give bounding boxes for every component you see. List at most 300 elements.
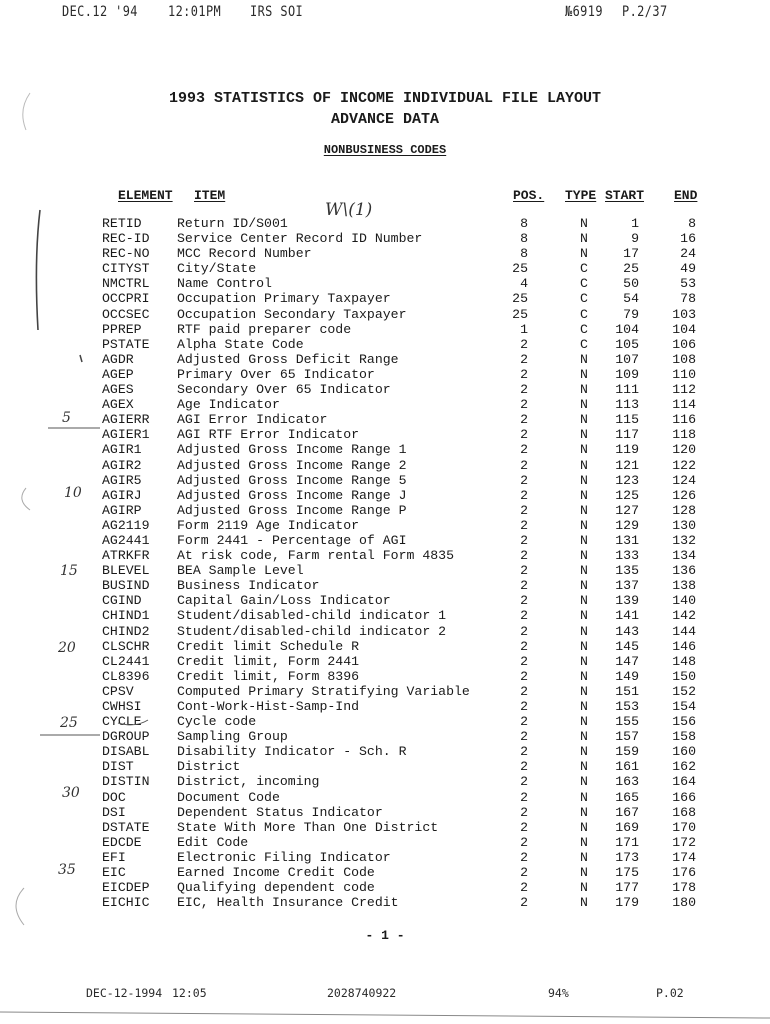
row-type: N: [580, 412, 588, 428]
fax-footer-percent: 94%: [548, 986, 569, 1000]
row-start: 141: [615, 608, 639, 624]
row-type: N: [580, 759, 588, 775]
row-end: 122: [672, 457, 696, 473]
row-start: 163: [615, 774, 639, 790]
row-end: 148: [672, 653, 696, 669]
row-end: 174: [672, 849, 696, 865]
row-end: 24: [680, 246, 696, 262]
row-end: 16: [680, 231, 696, 247]
row-element: CL8396: [102, 668, 150, 684]
row-pos: 2: [520, 366, 528, 382]
row-pos: 2: [520, 849, 528, 865]
row-item: Adjusted Gross Income Range J: [177, 487, 407, 503]
margin-mark: 30: [62, 785, 80, 801]
column-header-start: START: [605, 188, 645, 203]
row-item: Edit Code: [177, 834, 249, 850]
row-type: C: [580, 321, 588, 337]
row-end: 128: [672, 502, 696, 518]
fax-footer-number: 2028740922: [327, 986, 397, 1000]
row-pos: 4: [520, 276, 528, 292]
row-end: 170: [672, 819, 696, 835]
row-item: Secondary Over 65 Indicator: [177, 382, 391, 398]
row-pos: 2: [520, 608, 528, 624]
row-element: OCCPRI: [102, 291, 150, 307]
row-item: Sampling Group: [177, 729, 288, 745]
row-type: N: [580, 397, 588, 413]
row-pos: 2: [520, 804, 528, 820]
row-element: AG2441: [102, 532, 150, 548]
row-type: N: [580, 895, 588, 911]
row-type: N: [580, 834, 588, 850]
row-type: N: [580, 216, 588, 231]
row-end: 118: [672, 427, 696, 443]
document-title: 1993 STATISTICS OF INCOME INDIVIDUAL FILE LAYOUT: [168, 90, 602, 107]
row-start: 125: [615, 487, 639, 503]
row-end: 168: [672, 804, 696, 820]
row-pos: 2: [520, 729, 528, 745]
row-item: District, incoming: [177, 774, 320, 790]
row-pos: 2: [520, 668, 528, 684]
row-start: 50: [623, 276, 639, 292]
row-start: 119: [615, 442, 639, 458]
row-element: DSTATE: [102, 819, 150, 835]
row-type: C: [580, 306, 588, 322]
row-element: BUSIND: [102, 578, 150, 594]
row-end: 104: [672, 321, 696, 337]
handwritten-note: W\(1): [325, 200, 373, 220]
row-start: 151: [615, 683, 639, 699]
row-element: AGIERR: [102, 412, 150, 428]
row-type: N: [580, 457, 588, 473]
row-item: Occupation Secondary Taxpayer: [177, 306, 407, 322]
row-item: Form 2441 - Percentage of AGI: [177, 532, 407, 548]
row-end: 120: [672, 442, 696, 458]
row-type: C: [580, 336, 588, 352]
row-end: 146: [672, 638, 696, 654]
row-element: CLSCHR: [102, 638, 150, 654]
row-item: BEA Sample Level: [177, 563, 304, 579]
document-subtitle: ADVANCE DATA: [330, 111, 440, 128]
row-element: DIST: [102, 759, 134, 775]
row-pos: 8: [520, 216, 528, 231]
row-element: NMCTRL: [102, 276, 150, 292]
row-element: AGIRP: [102, 502, 142, 518]
row-pos: 2: [520, 880, 528, 896]
row-start: 54: [623, 291, 639, 307]
row-end: 49: [680, 261, 696, 277]
row-element: PSTATE: [102, 336, 150, 352]
row-end: 158: [672, 729, 696, 745]
row-start: 117: [615, 427, 639, 443]
row-start: 133: [615, 548, 639, 564]
row-type: N: [580, 865, 588, 881]
row-pos: 8: [520, 246, 528, 262]
row-start: 153: [615, 699, 639, 714]
row-end: 166: [672, 789, 696, 805]
row-item: City/State: [177, 261, 257, 277]
row-element: AGIR5: [102, 472, 142, 488]
row-type: N: [580, 683, 588, 699]
row-end: 150: [672, 668, 696, 684]
row-element: AGIER1: [102, 427, 150, 443]
row-type: N: [580, 714, 588, 730]
row-item: Capital Gain/Loss Indicator: [177, 593, 391, 609]
row-element: REC-ID: [102, 231, 150, 247]
column-header-type: TYPE: [565, 188, 597, 203]
fax-header-sender: IRS SOI: [250, 4, 304, 20]
row-type: N: [580, 472, 588, 488]
row-element: AGIR1: [102, 442, 142, 458]
row-type: N: [580, 246, 588, 262]
row-pos: 2: [520, 336, 528, 352]
row-end: 103: [672, 306, 696, 322]
row-pos: 2: [520, 548, 528, 564]
row-element: CL2441: [102, 653, 150, 669]
fax-header-date: DEC.12 '94: [62, 4, 138, 20]
row-element: EICHIC: [102, 895, 150, 911]
row-start: 17: [623, 246, 639, 262]
row-item: Primary Over 65 Indicator: [177, 366, 375, 382]
row-item: Cycle code: [177, 714, 257, 730]
row-item: MCC Record Number: [177, 246, 312, 262]
row-item: AGI Error Indicator: [177, 412, 328, 428]
row-element: EIC: [102, 865, 126, 881]
row-element: CITYST: [102, 261, 150, 277]
row-pos: 2: [520, 623, 528, 639]
row-start: 179: [615, 895, 639, 911]
margin-mark: 5: [62, 410, 71, 426]
row-type: N: [580, 668, 588, 684]
row-element: CHIND1: [102, 608, 150, 624]
row-element: EICDEP: [102, 880, 150, 896]
row-item: Cont-Work-Hist-Samp-Ind: [177, 699, 360, 714]
row-element: DSI: [102, 804, 126, 820]
row-start: 165: [615, 789, 639, 805]
row-end: 78: [680, 291, 696, 307]
row-element: CPSV: [102, 683, 134, 699]
row-type: N: [580, 653, 588, 669]
row-pos: 25: [512, 291, 528, 307]
row-start: 127: [615, 502, 639, 518]
row-start: 135: [615, 563, 639, 579]
row-start: 175: [615, 865, 639, 881]
row-start: 79: [623, 306, 639, 322]
row-pos: 2: [520, 517, 528, 533]
row-element: AG2119: [102, 517, 150, 533]
row-item: Return ID/S001: [177, 216, 288, 231]
margin-mark: 25: [60, 715, 78, 731]
row-item: Student/disabled-child indicator 1: [177, 608, 447, 624]
row-start: 129: [615, 517, 639, 533]
row-element: DGROUP: [102, 729, 150, 745]
row-type: N: [580, 231, 588, 247]
row-end: 142: [672, 608, 696, 624]
row-start: 155: [615, 714, 639, 730]
row-type: N: [580, 593, 588, 609]
row-start: 161: [615, 759, 639, 775]
fax-header-page: P.2/37: [622, 4, 668, 20]
row-end: 156: [672, 714, 696, 730]
row-item: Adjusted Gross Income Range 5: [177, 472, 407, 488]
fax-header-time: 12:01PM: [168, 4, 222, 20]
fax-footer-date: DEC-12-1994: [86, 986, 163, 1000]
row-end: 114: [672, 397, 696, 413]
row-start: 171: [615, 834, 639, 850]
row-pos: 2: [520, 487, 528, 503]
row-type: N: [580, 699, 588, 714]
row-element: AGES: [102, 382, 134, 398]
row-element: DISABL: [102, 744, 150, 760]
row-item: Business Indicator: [177, 578, 320, 594]
fax-footer-time: 12:05: [172, 986, 207, 1000]
row-start: 167: [615, 804, 639, 820]
row-start: 143: [615, 623, 639, 639]
row-end: 162: [672, 759, 696, 775]
row-end: 112: [672, 382, 696, 398]
row-pos: 2: [520, 412, 528, 428]
fax-header-job: №6919: [565, 4, 603, 20]
row-type: C: [580, 291, 588, 307]
row-item: District: [177, 759, 241, 775]
row-element: AGEP: [102, 366, 134, 382]
row-element: EFI: [102, 849, 126, 865]
row-element: REC-NO: [102, 246, 150, 262]
row-item: Earned Income Credit Code: [177, 865, 375, 881]
row-end: 116: [672, 412, 696, 428]
row-type: N: [580, 638, 588, 654]
row-end: 138: [672, 578, 696, 594]
row-element: EDCDE: [102, 834, 142, 850]
row-end: 178: [672, 880, 696, 896]
column-header-pos: POS.: [513, 188, 545, 203]
row-pos: 2: [520, 683, 528, 699]
row-type: N: [580, 578, 588, 594]
row-type: N: [580, 819, 588, 835]
row-end: 134: [672, 548, 696, 564]
row-item: Credit limit Schedule R: [177, 638, 360, 654]
row-end: 176: [672, 865, 696, 881]
row-type: N: [580, 532, 588, 548]
row-pos: 2: [520, 502, 528, 518]
row-end: 154: [672, 699, 696, 714]
row-end: 124: [672, 472, 696, 488]
row-start: 9: [631, 231, 639, 247]
row-end: 136: [672, 563, 696, 579]
row-item: Occupation Primary Taxpayer: [177, 291, 391, 307]
row-pos: 2: [520, 578, 528, 594]
row-type: C: [580, 261, 588, 277]
row-item: At risk code, Farm rental Form 4835: [177, 548, 454, 564]
row-start: 1: [631, 216, 639, 231]
row-pos: 2: [520, 638, 528, 654]
row-pos: 2: [520, 653, 528, 669]
margin-mark: 15: [60, 563, 78, 579]
row-item: Adjusted Gross Income Range 2: [177, 457, 407, 473]
row-element: AGDR: [102, 351, 134, 367]
row-type: N: [580, 351, 588, 367]
row-end: 140: [672, 593, 696, 609]
row-pos: 2: [520, 774, 528, 790]
row-element: CYCLE: [102, 714, 142, 730]
row-item: Qualifying dependent code: [177, 880, 375, 896]
row-item: Credit limit, Form 2441: [177, 653, 360, 669]
row-element: CGIND: [102, 593, 142, 609]
row-end: 160: [672, 744, 696, 760]
row-element: ATRKFR: [102, 548, 150, 564]
row-element: RETID: [102, 216, 142, 231]
row-start: 123: [615, 472, 639, 488]
row-type: N: [580, 517, 588, 533]
row-start: 145: [615, 638, 639, 654]
row-type: N: [580, 729, 588, 745]
row-item: Adjusted Gross Income Range P: [177, 502, 407, 518]
row-pos: 25: [512, 261, 528, 277]
row-type: N: [580, 442, 588, 458]
row-pos: 8: [520, 231, 528, 247]
row-start: 137: [615, 578, 639, 594]
row-pos: 2: [520, 759, 528, 775]
row-end: 132: [672, 532, 696, 548]
row-end: 172: [672, 834, 696, 850]
row-end: 144: [672, 623, 696, 639]
row-start: 139: [615, 593, 639, 609]
row-type: N: [580, 789, 588, 805]
row-pos: 2: [520, 532, 528, 548]
row-element: AGIRJ: [102, 487, 142, 503]
row-pos: 1: [520, 321, 528, 337]
row-pos: 2: [520, 819, 528, 835]
row-item: Age Indicator: [177, 397, 280, 413]
row-pos: 2: [520, 457, 528, 473]
row-pos: 2: [520, 382, 528, 398]
row-start: 157: [615, 729, 639, 745]
row-item: Credit limit, Form 8396: [177, 668, 360, 684]
row-start: 173: [615, 849, 639, 865]
row-start: 109: [615, 366, 639, 382]
row-item: Disability Indicator - Sch. R: [177, 744, 407, 760]
row-type: N: [580, 774, 588, 790]
row-start: 25: [623, 261, 639, 277]
row-pos: 2: [520, 351, 528, 367]
row-pos: 2: [520, 865, 528, 881]
row-start: 159: [615, 744, 639, 760]
row-start: 104: [615, 321, 639, 337]
row-element: AGEX: [102, 397, 134, 413]
row-item: AGI RTF Error Indicator: [177, 427, 360, 443]
row-start: 115: [615, 412, 639, 428]
row-item: Service Center Record ID Number: [177, 231, 423, 247]
row-end: 164: [672, 774, 696, 790]
row-start: 113: [615, 397, 639, 413]
row-item: Adjusted Gross Income Range 1: [177, 442, 407, 458]
row-start: 131: [615, 532, 639, 548]
row-end: 126: [672, 487, 696, 503]
row-pos: 2: [520, 472, 528, 488]
row-type: N: [580, 487, 588, 503]
column-header-element: ELEMENT: [118, 188, 173, 203]
row-item: Name Control: [177, 276, 272, 292]
row-start: 105: [615, 336, 639, 352]
row-item: Alpha State Code: [177, 336, 304, 352]
page-number: - 1 -: [365, 928, 405, 943]
row-start: 111: [615, 382, 639, 398]
row-pos: 2: [520, 563, 528, 579]
row-type: N: [580, 502, 588, 518]
row-element: CWHSI: [102, 699, 142, 714]
row-start: 149: [615, 668, 639, 684]
row-element: DISTIN: [102, 774, 150, 790]
row-item: State With More Than One District: [177, 819, 439, 835]
row-end: 8: [688, 216, 696, 231]
row-end: 106: [672, 336, 696, 352]
column-header-item: ITEM: [194, 188, 226, 203]
row-pos: 2: [520, 789, 528, 805]
row-type: N: [580, 548, 588, 564]
row-type: N: [580, 804, 588, 820]
row-end: 152: [672, 683, 696, 699]
row-element: BLEVEL: [102, 563, 150, 579]
row-item: Computed Primary Stratifying Variable: [177, 683, 470, 699]
row-item: Adjusted Gross Deficit Range: [177, 351, 399, 367]
row-end: 180: [672, 895, 696, 911]
row-type: N: [580, 563, 588, 579]
row-type: N: [580, 608, 588, 624]
row-type: N: [580, 382, 588, 398]
column-header-end: END: [674, 188, 698, 203]
row-end: 108: [672, 351, 696, 367]
margin-mark: 35: [58, 862, 76, 878]
margin-mark: 10: [64, 485, 82, 501]
row-pos: 25: [512, 306, 528, 322]
row-start: 147: [615, 653, 639, 669]
row-type: N: [580, 366, 588, 382]
row-pos: 2: [520, 834, 528, 850]
row-start: 107: [615, 351, 639, 367]
row-pos: 2: [520, 895, 528, 911]
row-pos: 2: [520, 714, 528, 730]
row-pos: 2: [520, 397, 528, 413]
row-item: Electronic Filing Indicator: [177, 849, 391, 865]
row-start: 169: [615, 819, 639, 835]
row-item: Document Code: [177, 789, 280, 805]
row-start: 177: [615, 880, 639, 896]
row-pos: 2: [520, 744, 528, 760]
row-end: 53: [680, 276, 696, 292]
row-start: 121: [615, 457, 639, 473]
row-pos: 2: [520, 699, 528, 714]
row-element: PPREP: [102, 321, 142, 337]
row-type: N: [580, 427, 588, 443]
row-type: N: [580, 880, 588, 896]
row-item: EIC, Health Insurance Credit: [177, 895, 399, 911]
row-element: DOC: [102, 789, 126, 805]
row-type: C: [580, 276, 588, 292]
row-pos: 2: [520, 442, 528, 458]
row-element: CHIND2: [102, 623, 150, 639]
section-heading: NONBUSINESS CODES: [323, 143, 447, 157]
row-end: 110: [672, 366, 696, 382]
row-item: RTF paid preparer code: [177, 321, 352, 337]
row-end: 130: [672, 517, 696, 533]
fax-footer-page: P.02: [656, 986, 684, 1000]
row-element: AGIR2: [102, 457, 142, 473]
row-pos: 2: [520, 427, 528, 443]
row-item: Student/disabled-child indicator 2: [177, 623, 447, 639]
row-pos: 2: [520, 593, 528, 609]
row-item: Dependent Status Indicator: [177, 804, 383, 820]
row-type: N: [580, 849, 588, 865]
margin-mark: 20: [58, 640, 76, 656]
